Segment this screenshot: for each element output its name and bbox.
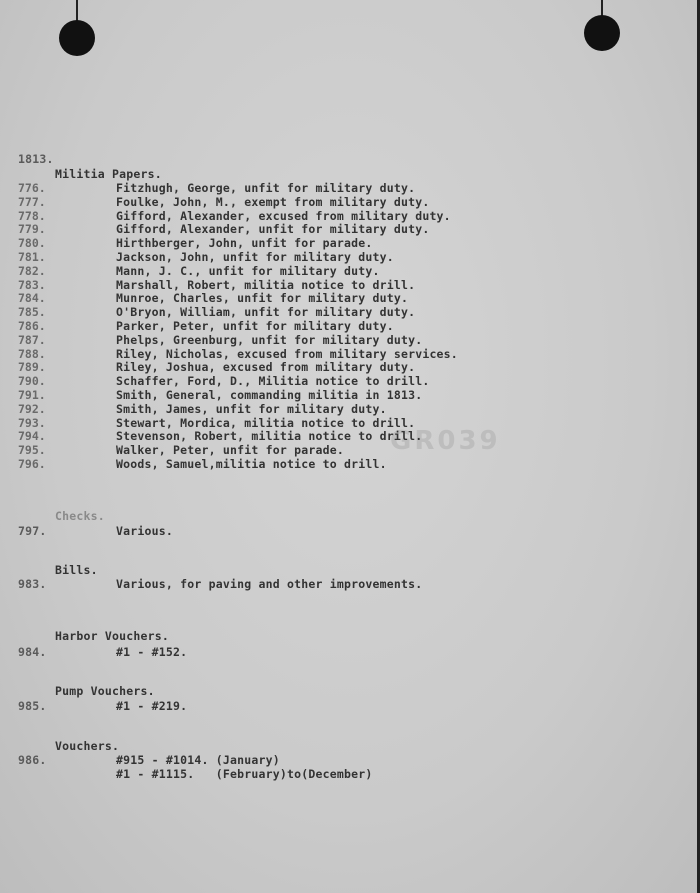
- militia-entry: [18, 347, 478, 361]
- militia-entry: [18, 402, 478, 416]
- militia-entry: [18, 388, 478, 402]
- entry-description: Mann, J. C., unfit for military duty.: [116, 263, 380, 278]
- militia-entry: [18, 416, 478, 430]
- entry-description: Schaffer, Ford, D., Militia notice to drill.: [116, 374, 430, 389]
- entry-number: 777.: [18, 194, 46, 209]
- militia-entry: [18, 278, 478, 292]
- militia-list: [18, 181, 478, 471]
- vouchers-line-2: #1 - #1115. (February)to(December): [116, 767, 373, 781]
- entry-number: 791.: [18, 387, 46, 402]
- pump-number: 985.: [18, 699, 47, 713]
- harbor-number: 984.: [18, 645, 47, 659]
- militia-entry: [18, 236, 478, 250]
- entry-description: Stevenson, Robert, militia notice to drill.: [116, 429, 423, 444]
- pump-description: #1 - #219.: [116, 699, 188, 713]
- entry-number: 795.: [18, 443, 46, 458]
- entry-description: Marshall, Robert, militia notice to drill.: [116, 277, 416, 292]
- militia-entry: [18, 291, 478, 305]
- entry-number: 793.: [18, 415, 46, 430]
- entry-number: 784.: [18, 291, 46, 306]
- militia-entry: [18, 222, 478, 236]
- pump-heading: Pump Vouchers.: [55, 684, 155, 698]
- bills-heading: Bills.: [55, 563, 98, 577]
- entry-number: 788.: [18, 346, 46, 361]
- entry-description: Woods, Samuel,militia notice to drill.: [116, 456, 387, 471]
- checks-description: Various.: [116, 524, 173, 538]
- entry-number: 790.: [18, 374, 46, 389]
- militia-entry: [18, 250, 478, 264]
- entry-number: 786.: [18, 318, 46, 333]
- militia-entry: [18, 181, 478, 195]
- entry-number: 780.: [18, 236, 46, 251]
- bills-description: Various, for paving and other improvements.: [116, 577, 423, 591]
- punch-hole-right: [584, 15, 620, 51]
- militia-entry: [18, 305, 478, 319]
- entry-number: 782.: [18, 263, 46, 278]
- checks-heading: Checks.: [55, 509, 105, 523]
- entry-number: 778.: [18, 208, 46, 223]
- entry-number: 792.: [18, 401, 46, 416]
- entry-description: Foulke, John, M., exempt from military duty.: [116, 194, 430, 209]
- entry-description: Phelps, Greenburg, unfit for military duty.: [116, 332, 423, 347]
- vouchers-number: 986.: [18, 753, 47, 767]
- entry-number: 779.: [18, 222, 46, 237]
- entry-description: Fitzhugh, George, unfit for military duty.: [116, 181, 416, 195]
- watermark: GR039: [390, 426, 501, 456]
- entry-description: Walker, Peter, unfit for parade.: [116, 443, 344, 458]
- entry-number: 783.: [18, 277, 46, 292]
- militia-entry: [18, 333, 478, 347]
- militia-entry: [18, 374, 478, 388]
- militia-entry: [18, 209, 478, 223]
- militia-entry: [18, 264, 478, 278]
- entry-number: 787.: [18, 332, 46, 347]
- entry-description: O'Bryon, William, unfit for military duty.: [116, 305, 416, 320]
- entry-description: Stewart, Mordica, militia notice to drill.: [116, 415, 416, 430]
- entry-description: Smith, James, unfit for military duty.: [116, 401, 387, 416]
- entry-description: Riley, Joshua, excused from military duty.: [116, 360, 416, 375]
- entry-description: Gifford, Alexander, unfit for military duty.: [116, 222, 430, 237]
- punch-hole-left: [59, 20, 95, 56]
- militia-entry: [18, 360, 478, 374]
- entry-number: 776.: [18, 181, 46, 195]
- checks-number: 797.: [18, 524, 47, 538]
- militia-entry: [18, 443, 478, 457]
- entry-number: 794.: [18, 429, 46, 444]
- militia-entry: [18, 457, 478, 471]
- entry-number: 796.: [18, 456, 46, 471]
- year-heading: 1813.: [18, 152, 54, 166]
- militia-heading: Militia Papers.: [55, 167, 162, 181]
- militia-entry: [18, 319, 478, 333]
- vouchers-heading: Vouchers.: [55, 739, 120, 753]
- entry-description: Riley, Nicholas, excused from military services.: [116, 346, 458, 361]
- entry-number: 785.: [18, 305, 46, 320]
- entry-number: 781.: [18, 249, 46, 264]
- militia-entry: [18, 429, 478, 443]
- bills-number: 983.: [18, 577, 47, 591]
- entry-description: Parker, Peter, unfit for military duty.: [116, 318, 394, 333]
- entry-description: Jackson, John, unfit for military duty.: [116, 249, 394, 264]
- entry-number: 789.: [18, 360, 46, 375]
- militia-entry: [18, 195, 478, 209]
- harbor-description: #1 - #152.: [116, 645, 188, 659]
- harbor-heading: Harbor Vouchers.: [55, 629, 169, 643]
- entry-description: Munroe, Charles, unfit for military duty.: [116, 291, 409, 306]
- entry-description: Smith, General, commanding militia in 1813.: [116, 387, 423, 402]
- entry-description: Hirthberger, John, unfit for parade.: [116, 236, 373, 251]
- entry-description: Gifford, Alexander, excused from military duty.: [116, 208, 451, 223]
- vouchers-line-1: #915 - #1014. (January): [116, 753, 280, 767]
